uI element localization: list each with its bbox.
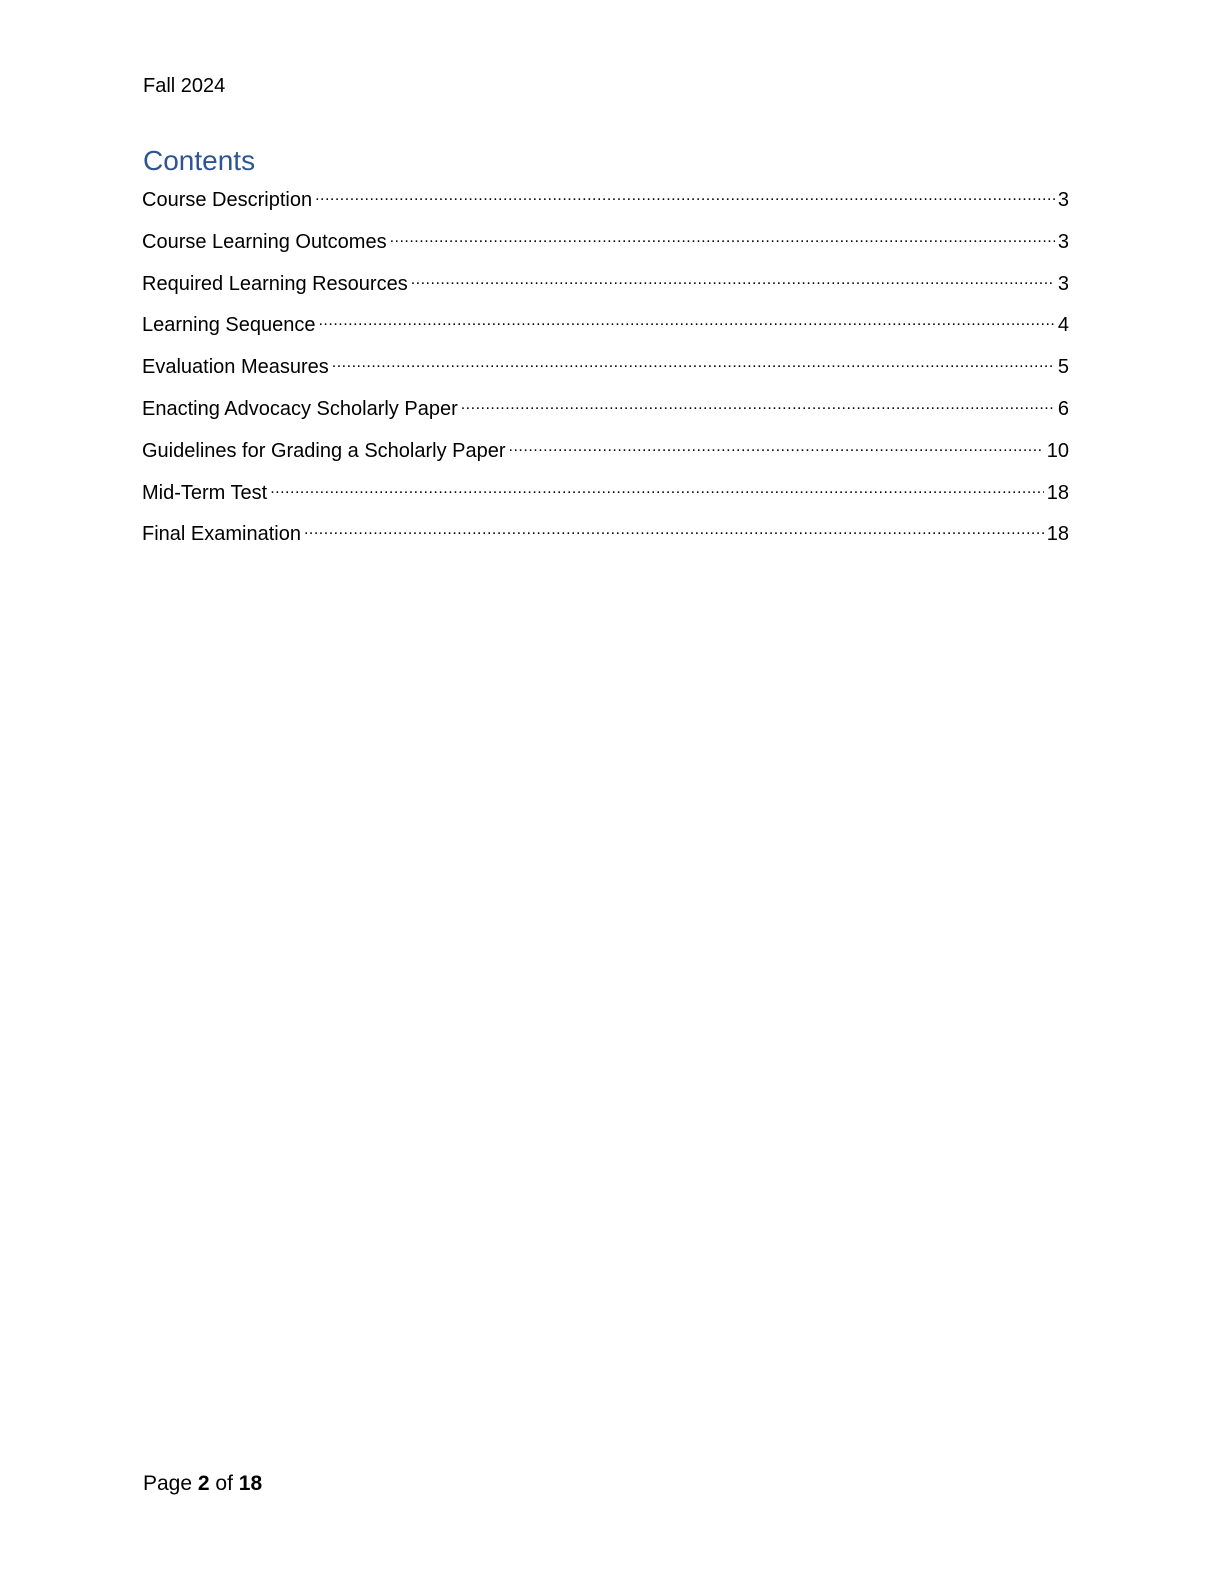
toc-entry-course-description[interactable] [142,186,1069,228]
toc-dot-leader [304,520,1044,540]
toc-entry-enacting-advocacy-scholarly-paper[interactable] [142,395,1069,437]
toc-entry-label: Learning Sequence [142,314,316,337]
toc-entry-label: Course Learning Outcomes [142,230,387,253]
toc-dot-leader [332,353,1055,373]
toc-entry-course-learning-outcomes[interactable] [142,228,1069,270]
page-number-footer [143,1471,262,1497]
toc-dot-leader [315,186,1055,206]
toc-entry-label: Final Examination [142,523,301,546]
toc-entry-page: 4 [1057,314,1069,337]
toc-dot-leader [390,228,1055,248]
toc-entry-page: 3 [1057,272,1069,295]
toc-list [142,186,1069,562]
toc-entry-label: Mid-Term Test [142,481,268,504]
toc-entry-page: 6 [1057,397,1069,420]
toc-title: Contents [143,145,256,176]
toc-entry-learning-sequence[interactable] [142,311,1069,353]
toc-entry-page: 18 [1046,523,1069,546]
toc-entry-label: Enacting Advocacy Scholarly Paper [142,397,458,420]
header-term: Fall 2024 [143,75,226,97]
toc-entry-mid-term-test[interactable] [142,479,1069,521]
toc-entry-label: Course Description [142,189,313,211]
toc-entry-page: 3 [1057,230,1069,253]
toc-dot-leader [270,479,1044,499]
toc-entry-page: 18 [1046,481,1069,504]
toc-entry-required-learning-resources[interactable] [142,270,1069,312]
toc-dot-leader [509,437,1044,457]
toc-entry-label: Required Learning Resources [142,272,408,295]
toc-entry-evaluation-measures[interactable] [142,353,1069,395]
footer-current-page: 2 [197,1472,210,1495]
toc-dot-leader [318,311,1054,331]
toc-entry-page: 5 [1057,356,1069,379]
toc-entry-label: Guidelines for Grading a Scholarly Paper [142,439,506,462]
toc-entry-page: 10 [1046,439,1069,462]
toc-dot-leader [461,395,1055,415]
toc-entry-label: Evaluation Measures [142,356,329,379]
toc-dot-leader [411,270,1055,290]
toc-entry-final-examination[interactable] [142,520,1069,562]
toc-entry-page: 3 [1057,189,1069,211]
footer-page-prefix: Page [143,1472,193,1495]
toc-entry-guidelines-for-grading[interactable] [142,437,1069,479]
footer-total-pages: 18 [238,1472,263,1495]
footer-page-separator: of [215,1472,233,1495]
